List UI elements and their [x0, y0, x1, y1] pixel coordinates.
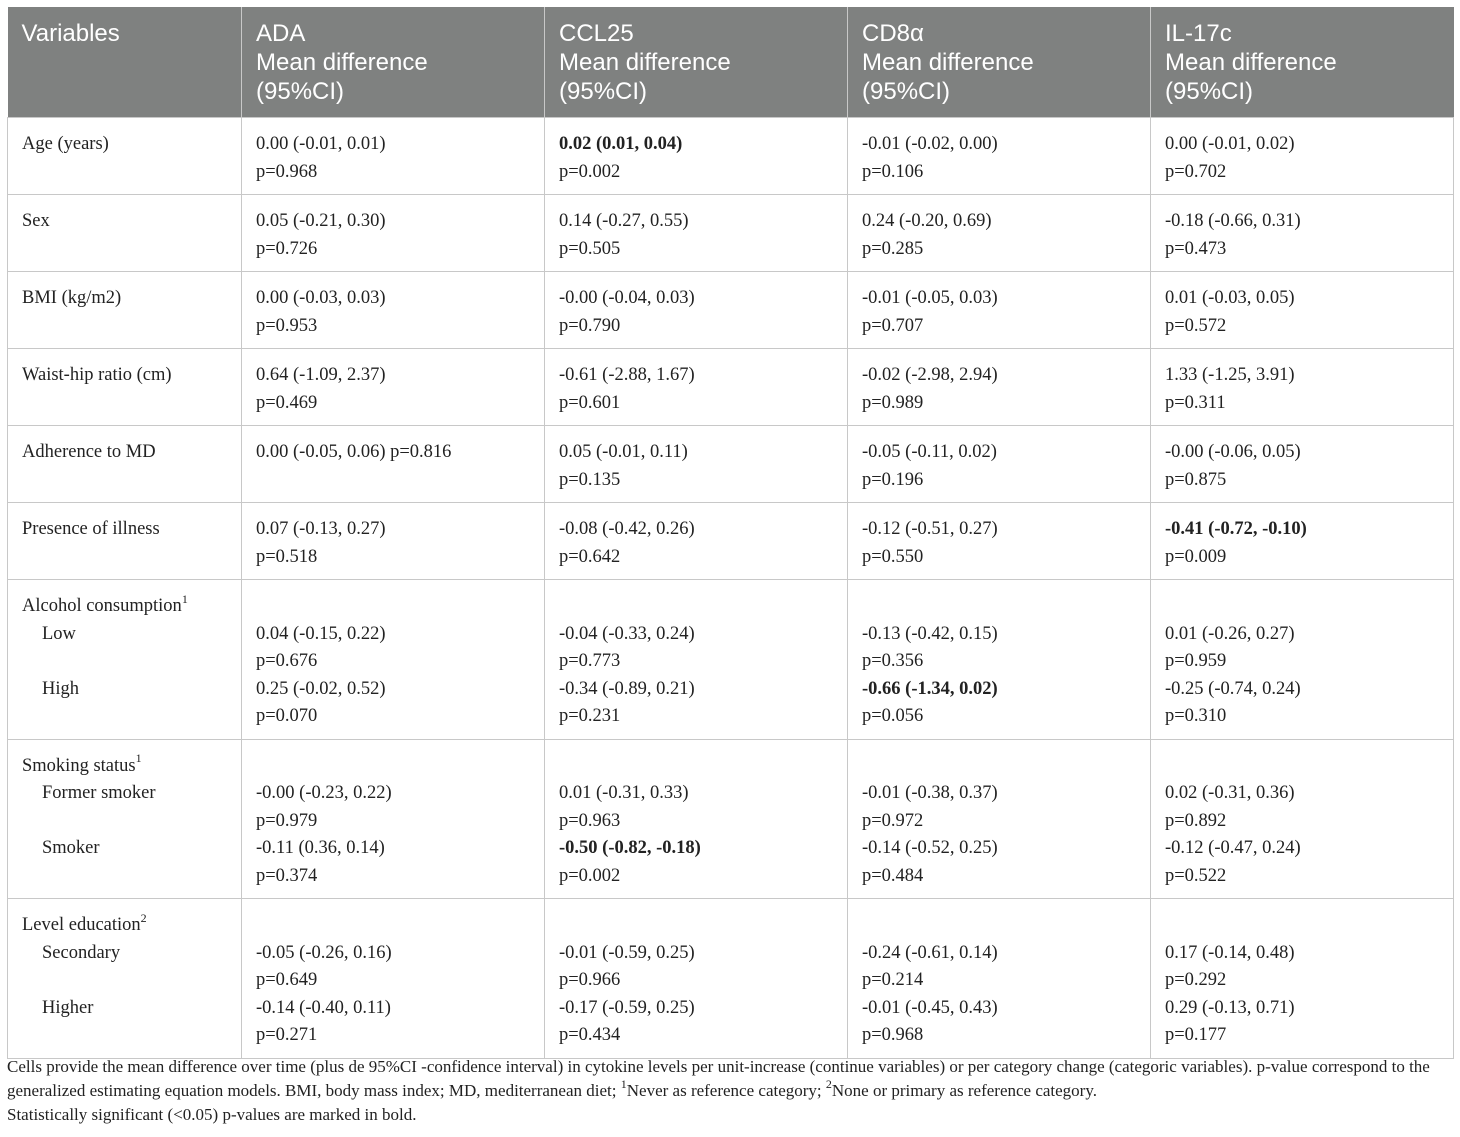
p-value: p=0.056 — [862, 706, 924, 726]
group-label — [22, 593, 227, 621]
sub-category-label: Low — [42, 623, 76, 644]
p-value: p=0.285 — [862, 238, 924, 259]
group-label — [22, 753, 227, 781]
estimate-value: -0.01 (-0.05, 0.03) — [862, 288, 998, 308]
row-label: Waist-hip ratio (cm) — [8, 349, 242, 426]
p-value: p=0.374 — [256, 865, 318, 886]
group-label-text: Smoking status — [22, 755, 136, 776]
header-variables: Variables — [8, 7, 242, 118]
table-cell — [1151, 118, 1454, 195]
table-cell — [545, 195, 848, 272]
table-cell — [545, 580, 848, 740]
estimate-value: 0.01 (-0.31, 0.33) — [559, 783, 689, 803]
estimate-value: -0.01 (-0.38, 0.37) — [862, 783, 998, 803]
table-cell — [545, 426, 848, 503]
estimate-value: -0.12 (-0.51, 0.27) — [862, 519, 998, 539]
p-value: p=0.963 — [559, 810, 621, 831]
p-value: p=0.070 — [256, 706, 318, 726]
table-cell — [1151, 580, 1454, 740]
table-cell — [242, 899, 545, 1059]
p-value: p=0.968 — [256, 161, 318, 182]
table-footnote: Cells provide the mean difference over time (plus de 95%CI -confidence interval) in cytokine levels per unit-increase (continue variables) or per category change (categoric variables). p-value correspond to the generalized estimating equation models. BMI, body mass index; MD, mediterranean diet; $^1$Never as reference category; $^2$None or primary as reference category. Statistically significant (<0.05) p-values are marked in bold. — [7, 1057, 1430, 1124]
table-cell — [545, 503, 848, 580]
estimate-value: -0.08 (-0.42, 0.26) — [559, 519, 695, 539]
estimate-value: 0.24 (-0.20, 0.69) — [862, 211, 992, 231]
table-cell — [242, 503, 545, 580]
estimate-value: -0.01 (-0.59, 0.25) — [559, 942, 695, 963]
p-value: p=0.989 — [862, 392, 924, 413]
results-table — [7, 7, 1454, 1059]
header-il17c: IL-17c Mean difference (95%CI) — [1151, 7, 1454, 118]
p-value: p=0.572 — [1165, 315, 1227, 336]
estimate-value: -0.05 (-0.26, 0.16) — [256, 942, 392, 963]
p-value: p=0.311 — [1165, 392, 1226, 413]
estimate-value: 0.64 (-1.09, 2.37) — [256, 365, 386, 385]
estimate-value: 0.25 (-0.02, 0.52) — [256, 678, 386, 699]
group-label-text: Alcohol consumption — [22, 596, 182, 616]
table-cell — [848, 349, 1151, 426]
group-label-text: Level education — [22, 915, 141, 935]
p-value: p=0.518 — [256, 546, 318, 567]
p-value: p=0.310 — [1165, 706, 1227, 726]
estimate-value: 0.04 (-0.15, 0.22) — [256, 623, 386, 644]
estimate-value: -0.00 (-0.23, 0.22) — [256, 783, 392, 803]
table-cell — [545, 272, 848, 349]
estimate-value: 0.05 (-0.21, 0.30) — [256, 211, 386, 231]
estimate-value: 0.02 (-0.31, 0.36) — [1165, 783, 1295, 803]
estimate-value: -0.05 (-0.11, 0.02) — [862, 442, 997, 462]
p-value: p=0.505 — [559, 238, 621, 259]
header-row — [8, 7, 1454, 118]
estimate-value: -0.34 (-0.89, 0.21) — [559, 678, 695, 699]
estimate-value: 0.29 (-0.13, 0.71) — [1165, 997, 1295, 1018]
table-row — [8, 426, 1454, 503]
row-label: Age (years) — [8, 118, 242, 195]
table-cell — [242, 580, 545, 740]
sub-category-label: Former smoker — [42, 783, 156, 803]
estimate-value: 0.14 (-0.27, 0.55) — [559, 211, 689, 231]
footnote-marker: 1 — [135, 751, 142, 766]
estimate-value: -0.14 (-0.40, 0.11) — [256, 997, 391, 1018]
p-value: p=0.979 — [256, 810, 318, 831]
estimate-value: -0.24 (-0.61, 0.14) — [862, 942, 998, 963]
footnote-marker: 2 — [140, 910, 147, 925]
estimate-value: -0.00 (-0.06, 0.05) — [1165, 442, 1301, 462]
table-cell — [1151, 272, 1454, 349]
table-row — [8, 118, 1454, 195]
p-value: p=0.966 — [559, 970, 621, 990]
estimate-value: -0.50 (-0.82, -0.18) — [559, 838, 701, 858]
p-value: p=0.773 — [559, 651, 621, 671]
p-value: p=0.968 — [862, 1025, 924, 1045]
table-row-group — [8, 739, 1454, 899]
p-value: p=0.231 — [559, 706, 621, 726]
row-label: Sex — [8, 195, 242, 272]
table-row — [8, 349, 1454, 426]
p-value: p=0.707 — [862, 315, 924, 336]
estimate-value: -0.01 (-0.02, 0.00) — [862, 134, 998, 154]
p-value: p=0.702 — [1165, 161, 1227, 182]
p-value: p=0.009 — [1165, 546, 1227, 567]
estimate-value: 0.07 (-0.13, 0.27) — [256, 519, 386, 539]
row-label — [8, 899, 242, 1059]
table-cell — [242, 195, 545, 272]
estimate-value: 0.02 (0.01, 0.04) — [559, 134, 683, 154]
table-cell — [848, 899, 1151, 1059]
table-cell — [1151, 503, 1454, 580]
estimate-value: -0.61 (-2.88, 1.67) — [559, 365, 695, 385]
sub-category-label: Higher — [42, 997, 94, 1018]
table-row-group — [8, 899, 1454, 1059]
sub-category-label: Smoker — [42, 838, 100, 858]
table-cell — [545, 899, 848, 1059]
estimate-value: -0.14 (-0.52, 0.25) — [862, 838, 998, 858]
group-label — [22, 912, 227, 940]
table-cell — [242, 426, 545, 503]
estimate-value: 0.00 (-0.01, 0.02) — [1165, 134, 1295, 154]
p-value: p=0.550 — [862, 546, 924, 567]
sub-category-label: Secondary — [42, 942, 121, 963]
table-cell — [545, 349, 848, 426]
table-cell — [1151, 195, 1454, 272]
table-row-group — [8, 580, 1454, 740]
estimate-value: -0.01 (-0.45, 0.43) — [862, 997, 998, 1018]
p-value: p=0.642 — [559, 546, 621, 567]
table-row — [8, 503, 1454, 580]
p-value: p=0.356 — [862, 651, 924, 671]
estimate-value: -0.12 (-0.47, 0.24) — [1165, 838, 1301, 858]
p-value: p=0.522 — [1165, 865, 1227, 886]
table-cell — [1151, 426, 1454, 503]
table-cell — [545, 739, 848, 899]
row-label: Adherence to MD — [8, 426, 242, 503]
estimate-value: -0.41 (-0.72, -0.10) — [1165, 519, 1307, 539]
p-value: p=0.649 — [256, 970, 318, 990]
p-value: p=0.790 — [559, 315, 621, 336]
table-cell — [1151, 739, 1454, 899]
row-label: Presence of illness — [8, 503, 242, 580]
estimate-value: 0.00 (-0.05, 0.06) p=0.816 — [256, 442, 452, 462]
header-ada: ADA Mean difference (95%CI) — [242, 7, 545, 118]
p-value: p=0.177 — [1165, 1025, 1227, 1045]
table-cell — [848, 503, 1151, 580]
header-cd8a: CD8α Mean difference (95%CI) — [848, 7, 1151, 118]
table-cell — [848, 118, 1151, 195]
table-row — [8, 195, 1454, 272]
estimate-value: 0.17 (-0.14, 0.48) — [1165, 942, 1295, 963]
table-cell — [242, 118, 545, 195]
p-value: p=0.135 — [559, 469, 621, 490]
table-cell — [242, 349, 545, 426]
p-value: p=0.469 — [256, 392, 318, 413]
p-value: p=0.726 — [256, 238, 318, 259]
footnote-marker: 1 — [181, 591, 188, 606]
estimate-value: 0.00 (-0.03, 0.03) — [256, 288, 386, 308]
estimate-value: -0.66 (-1.34, 0.02) — [862, 678, 998, 699]
p-value: p=0.106 — [862, 161, 924, 182]
table-cell — [848, 426, 1151, 503]
table-cell — [1151, 899, 1454, 1059]
estimate-value: 0.01 (-0.03, 0.05) — [1165, 288, 1295, 308]
estimate-value: 1.33 (-1.25, 3.91) — [1165, 365, 1295, 385]
estimate-value: 0.05 (-0.01, 0.11) — [559, 442, 688, 462]
estimate-value: -0.11 (0.36, 0.14) — [256, 838, 385, 858]
estimate-value: -0.18 (-0.66, 0.31) — [1165, 211, 1301, 231]
estimate-value: -0.25 (-0.74, 0.24) — [1165, 678, 1301, 699]
p-value: p=0.271 — [256, 1025, 318, 1045]
estimate-value: 0.00 (-0.01, 0.01) — [256, 134, 386, 154]
p-value: p=0.875 — [1165, 469, 1227, 490]
table-cell — [848, 272, 1151, 349]
sub-category-label: High — [42, 678, 79, 699]
estimate-value: -0.13 (-0.42, 0.15) — [862, 623, 998, 644]
p-value: p=0.196 — [862, 469, 924, 490]
table-cell — [1151, 349, 1454, 426]
p-value: p=0.676 — [256, 651, 318, 671]
p-value: p=0.953 — [256, 315, 318, 336]
table-cell — [242, 739, 545, 899]
table-cell — [848, 580, 1151, 740]
estimate-value: -0.04 (-0.33, 0.24) — [559, 623, 695, 644]
estimate-value: -0.02 (-2.98, 2.94) — [862, 365, 998, 385]
p-value: p=0.002 — [559, 865, 621, 886]
table-row — [8, 272, 1454, 349]
estimate-value: -0.00 (-0.04, 0.03) — [559, 288, 695, 308]
p-value: p=0.292 — [1165, 970, 1227, 990]
p-value: p=0.892 — [1165, 810, 1227, 831]
p-value: p=0.972 — [862, 810, 924, 831]
row-label: BMI (kg/m2) — [8, 272, 242, 349]
row-label — [8, 739, 242, 899]
table-cell — [242, 272, 545, 349]
p-value: p=0.002 — [559, 161, 621, 182]
estimate-value: 0.01 (-0.26, 0.27) — [1165, 623, 1295, 644]
p-value: p=0.434 — [559, 1025, 621, 1045]
estimate-value: -0.17 (-0.59, 0.25) — [559, 997, 695, 1018]
row-label — [8, 580, 242, 740]
p-value: p=0.484 — [862, 865, 924, 886]
table-cell — [848, 739, 1151, 899]
table-cell — [848, 195, 1151, 272]
p-value: p=0.214 — [862, 970, 924, 990]
p-value: p=0.601 — [559, 392, 621, 413]
p-value: p=0.473 — [1165, 238, 1227, 259]
p-value: p=0.959 — [1165, 651, 1227, 671]
table-cell — [545, 118, 848, 195]
header-ccl25: CCL25 Mean difference (95%CI) — [545, 7, 848, 118]
